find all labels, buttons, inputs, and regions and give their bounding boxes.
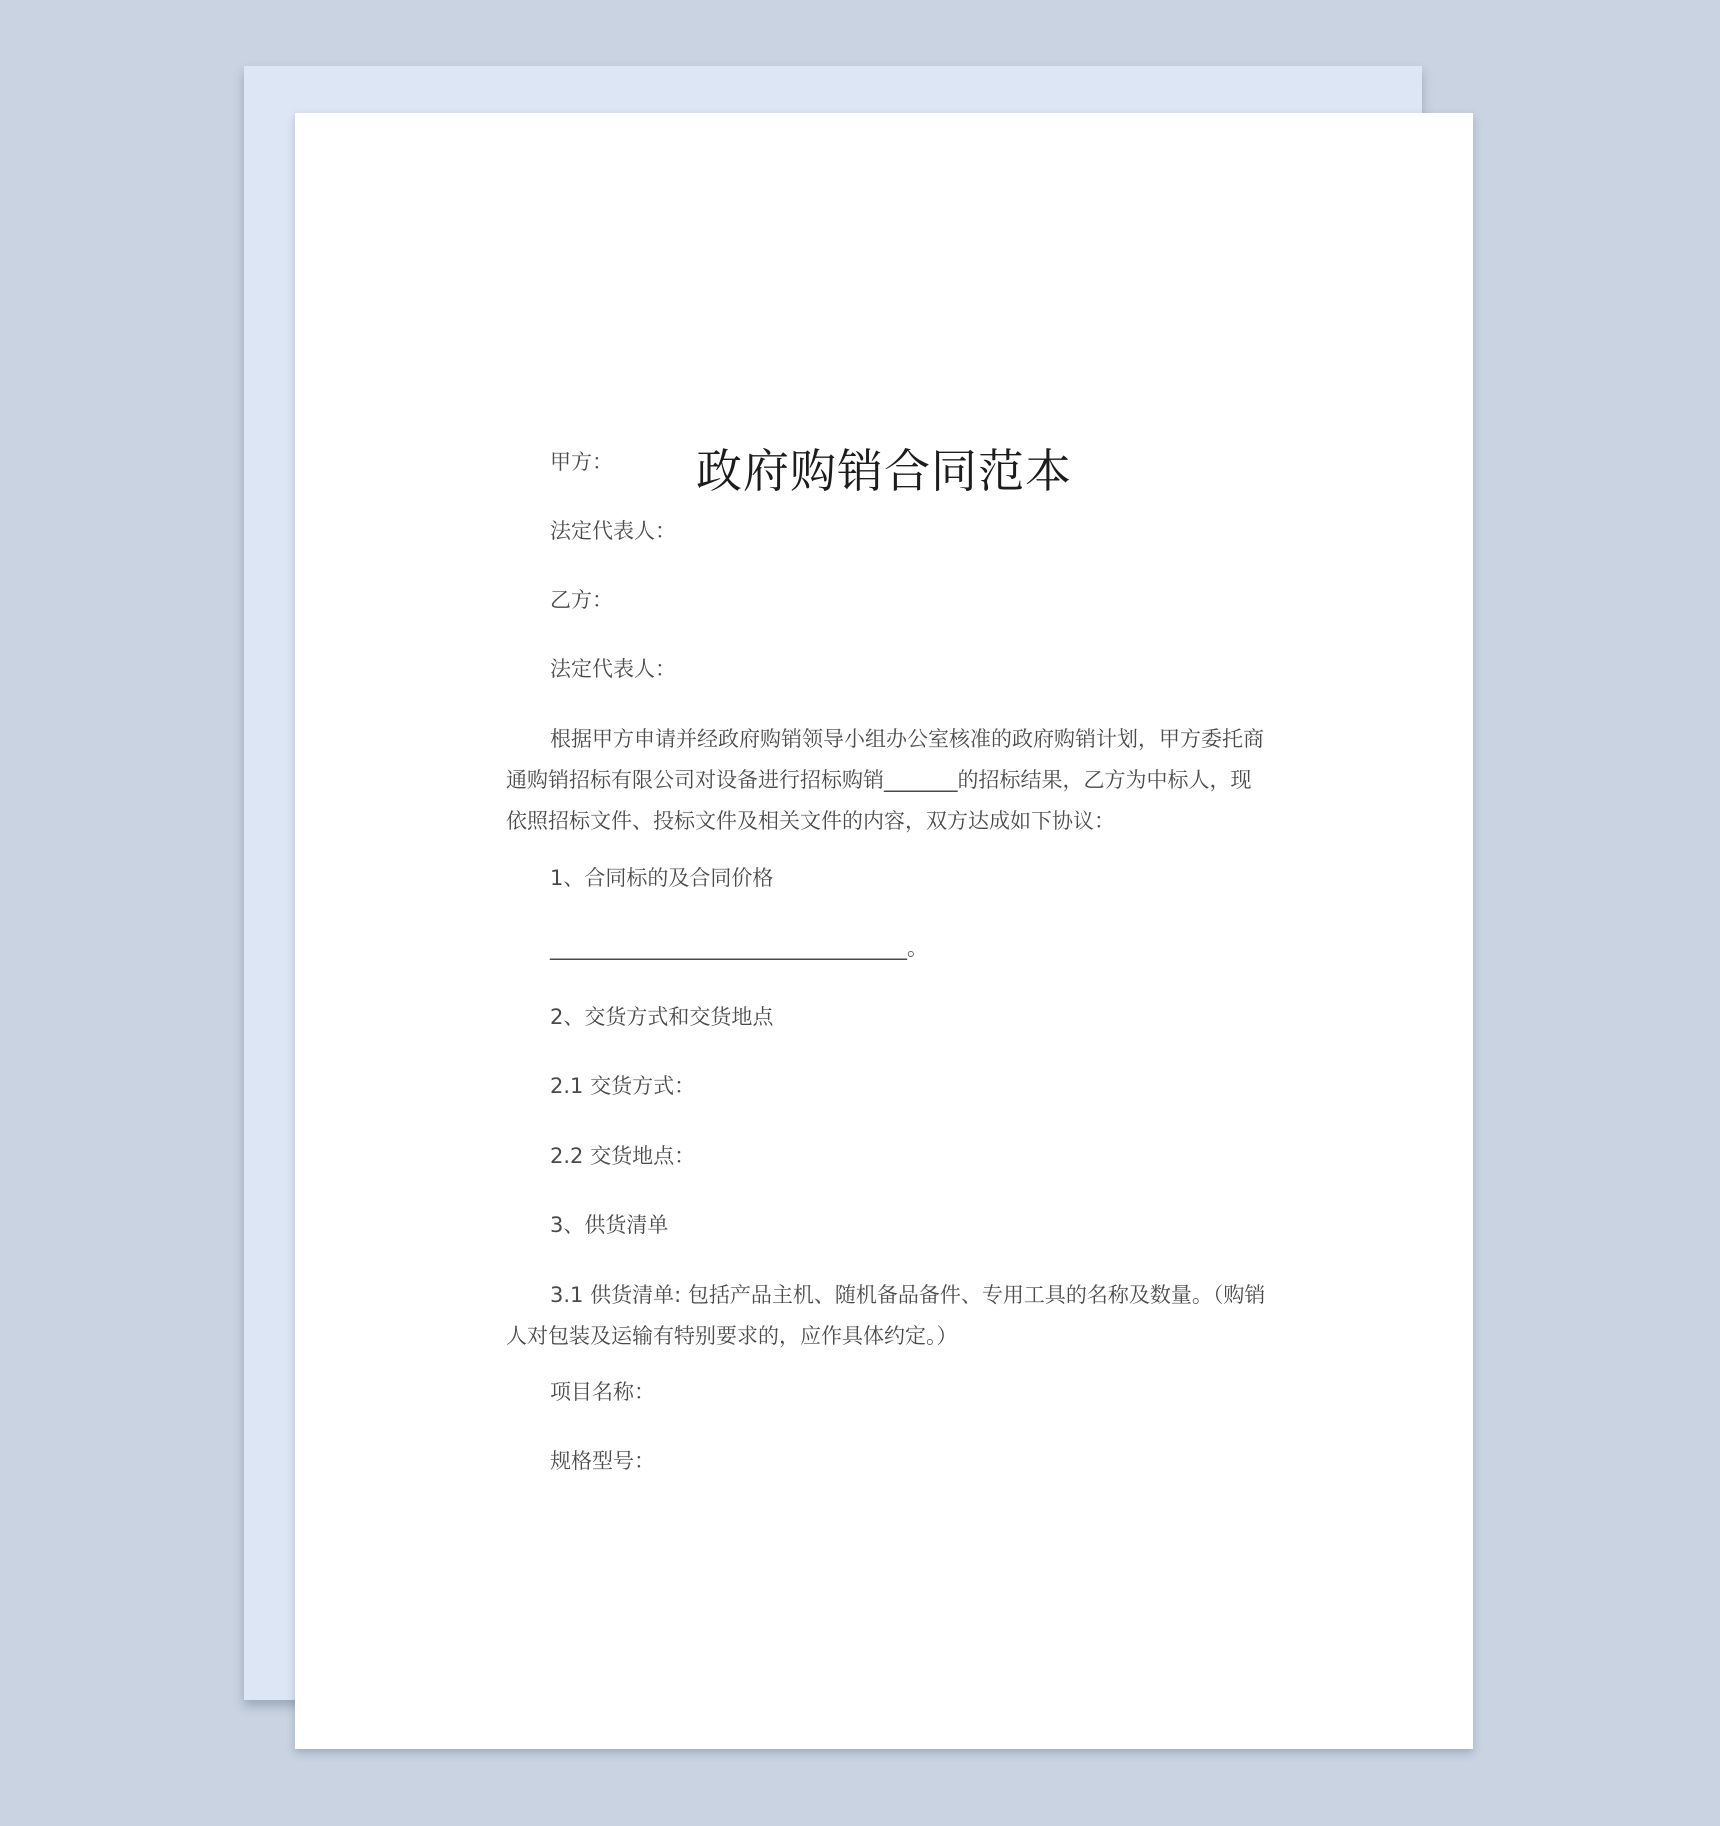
document-page (295, 113, 1473, 1749)
party-b-representative-line: 法定代表人： (550, 657, 676, 681)
section-3-heading: 3、供货清单 (550, 1213, 669, 1237)
party-a-representative-line: 法定代表人： (550, 519, 676, 543)
spec-model-line: 规格型号： (550, 1449, 655, 1473)
section-1-heading: 1、合同标的及合同价格 (550, 866, 774, 890)
document-title: 政府购销合同范本 (696, 444, 1072, 498)
supply-list-paragraph: 3.1 供货清单: 包括产品主机、随机备品备件、专用工具的名称及数量。（购销人对包装及运输有特别要求的，应作具体约定。） (506, 1283, 1266, 1348)
project-name-line: 项目名称： (550, 1380, 655, 1404)
party-a-line: 甲方： (550, 450, 613, 474)
section-2-heading: 2、交货方式和交货地点 (550, 1005, 774, 1029)
contract-price-blank: __________________________________。 (550, 936, 928, 960)
delivery-location-line: 2.2 交货地点： (550, 1144, 696, 1168)
delivery-method-line: 2.1 交货方式： (550, 1074, 696, 1098)
preamble-paragraph: 根据甲方申请并经政府购销领导小组办公室核准的政府购销计划，甲方委托商通购销招标有限公司对设备进行招标购销_______的招标结果，乙方为中标人，现依照招标文件、投标文件及相关文件的内容，双方达成如下协议： (506, 727, 1264, 833)
party-b-line: 乙方： (550, 588, 613, 612)
